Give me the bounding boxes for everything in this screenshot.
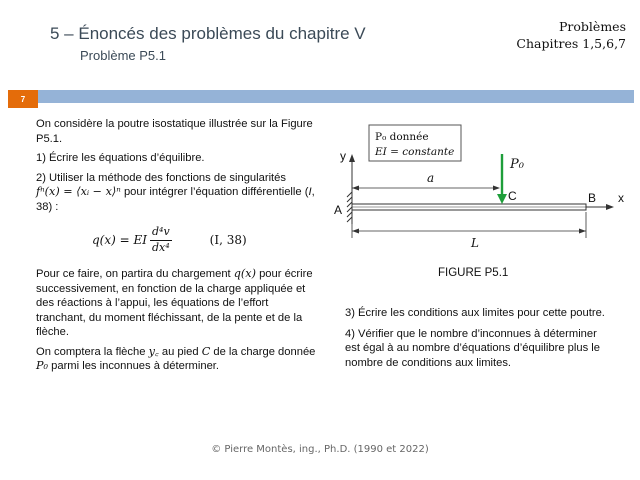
slide-title: 5 – Énoncés des problèmes du chapitre V [50, 24, 366, 43]
paragraph-1 [36, 267, 318, 340]
dimension-a-left-arrow-icon [352, 186, 359, 191]
singularity-function: fⁿ(x) = ⟨xᵢ − x⟩ⁿ [36, 185, 121, 198]
label-C: C [508, 189, 517, 203]
right-column [345, 306, 607, 376]
paragraph-2 [36, 345, 318, 374]
item-2-line: 2) Utiliser la méthode des fonctions de singularités [36, 171, 286, 184]
paragraph-2-b: au pied [161, 345, 199, 358]
top-right-heading [516, 18, 626, 52]
page-number: 7 [8, 90, 38, 108]
paragraph-2-yc: y꜀ [148, 344, 159, 358]
footer-copyright: © Pierre Montès, ing., Ph.D. (1990 et 2022) [211, 444, 429, 455]
slide-subtitle: Problème P5.1 [80, 48, 166, 63]
label-y: y [340, 149, 346, 163]
force-arrowhead-icon [497, 194, 507, 204]
item-2-num: , 38) : [36, 186, 315, 213]
dimension-L-left-arrow-icon [352, 229, 359, 234]
equation-numerator: d⁴v [150, 225, 172, 241]
dimension-a-right-arrow-icon [493, 186, 500, 191]
left-column [36, 117, 318, 379]
label-x: x [618, 191, 624, 205]
item-4: 4) Vérifier que le nombre d’inconnues à déterminer est égal à au nombre d’équations d’équilibre plus le nombre de conditions aux limites. [345, 327, 600, 369]
label-L: L [471, 236, 479, 250]
equation [36, 219, 318, 261]
info-box-line2: EI = constante [375, 146, 455, 158]
info-box-line1: P₀ donnée [375, 131, 429, 143]
label-B: B [588, 191, 597, 205]
paragraph-1-q: q(x) [233, 267, 256, 280]
item-2-ref: I [308, 186, 312, 198]
equation-fraction [150, 225, 172, 255]
top-right-line1: Problèmes [559, 19, 626, 34]
paragraph-2-d: de la charge donnée [213, 345, 316, 358]
header-bar [8, 90, 634, 103]
beam-figure [330, 118, 630, 288]
item-2-rest: pour intégrer l’équation différentielle ( [123, 186, 309, 198]
paragraph-2-a: On comptera la flèche [36, 345, 146, 358]
equation-denominator: dx⁴ [152, 240, 170, 254]
item-2 [36, 171, 318, 215]
paragraph-2-p0: P₀ [36, 359, 49, 372]
wall-support [347, 190, 352, 224]
label-A: A [334, 203, 343, 217]
y-axis-arrow-icon [349, 154, 355, 162]
equation-lhs: q(x) = EI [92, 232, 147, 247]
x-axis-arrow-icon [606, 204, 614, 210]
paragraph-1-post: pour écrire successivement, en fonction de la charge appliquée et des réactions à l’appui, les équations de l’effort tranchant, du moment fléchissant, de la pente et de la flèche. [36, 268, 313, 338]
item-1: 1) Écrire les équations d’équilibre. [36, 152, 205, 164]
equation-ref: (I, 38) [209, 232, 247, 247]
paragraph-1-pre: Pour ce faire, on partira du chargement [36, 268, 231, 280]
intro-text: On considère la poutre isostatique illustrée sur la Figure P5.1. [36, 118, 313, 145]
label-P0: P₀ [510, 157, 524, 172]
paragraph-2-e: parmi les inconnues à déterminer. [51, 360, 220, 372]
dimension-L-right-arrow-icon [579, 229, 586, 234]
figure-caption: FIGURE P5.1 [438, 267, 509, 279]
label-a: a [427, 171, 435, 185]
paragraph-2-c: C [201, 344, 211, 358]
top-right-line2: Chapitres 1,5,6,7 [516, 36, 626, 51]
item-3: 3) Écrire les conditions aux limites pour cette poutre. [345, 307, 605, 319]
